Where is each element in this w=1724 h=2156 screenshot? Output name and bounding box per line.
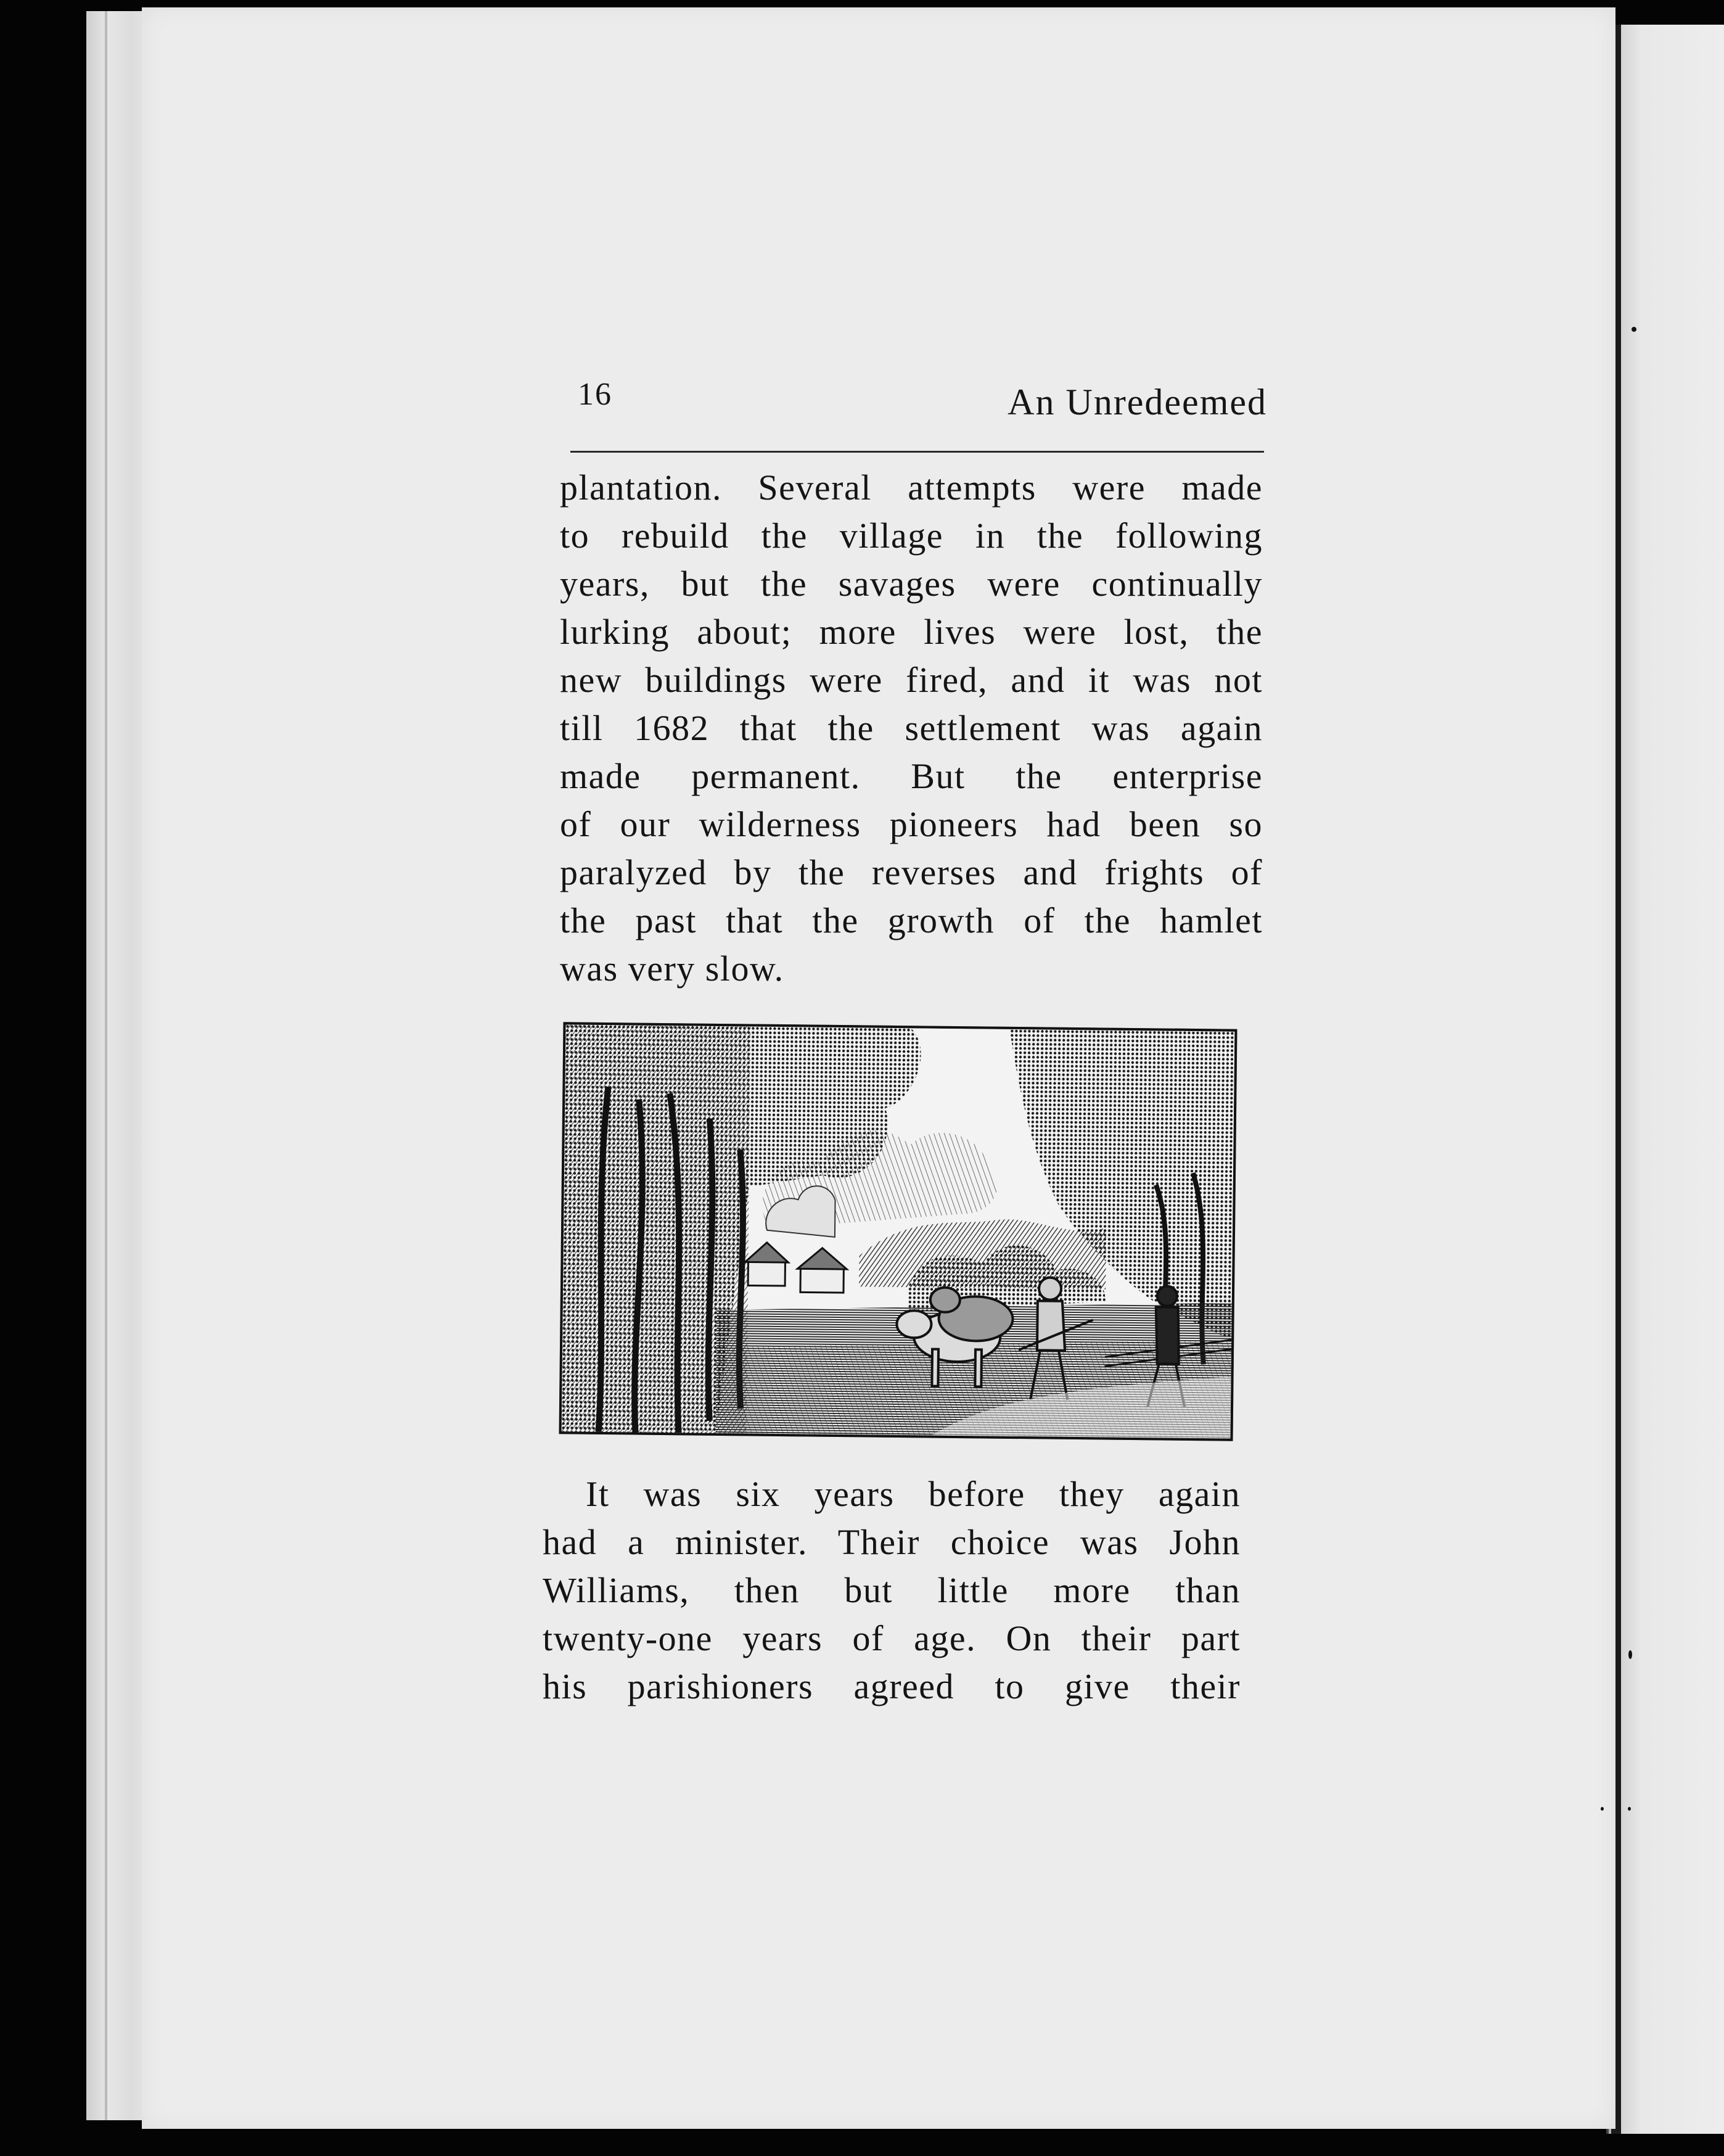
scan-speck (1632, 327, 1636, 332)
text-line: made permanent. But the enterprise (560, 756, 1263, 796)
scan-speck (1628, 1807, 1631, 1811)
text-line: had a minister. Their choice was John (543, 1522, 1241, 1562)
text-line: plantation. Several attempts were made (560, 467, 1263, 508)
page-number: 16 (578, 377, 612, 412)
text-line: till 1682 that the settlement was again (560, 708, 1263, 748)
text-line: lurking about; more lives were lost, the (560, 612, 1263, 652)
text-line: of our wilderness pioneers had been so (560, 804, 1263, 844)
header-rule (570, 451, 1264, 453)
running-title: An Unredeemed (1008, 382, 1267, 422)
scan-speck (1628, 1650, 1632, 1659)
scan-speck (1601, 1807, 1604, 1811)
text-line-last: was very slow. (560, 948, 784, 989)
text-line: years, but the savages were continually (560, 564, 1263, 604)
text-line: to rebuild the village in the following (560, 516, 1263, 556)
text-line: paralyzed by the reverses and frights of (560, 852, 1263, 892)
paragraph-2 (543, 1470, 1241, 1711)
text-line: twenty-one years of age. On their part (543, 1618, 1241, 1658)
text-line-indented: It was six years before they again (586, 1474, 1241, 1514)
text-line: his parishioners agreed to give their (543, 1666, 1241, 1706)
woodcut-plowing-scene-icon (562, 1024, 1235, 1438)
text-line: Williams, then but little more than (543, 1570, 1241, 1610)
running-head (570, 364, 1267, 432)
woodcut-illustration (559, 1022, 1238, 1441)
facing-page-edge (1606, 25, 1724, 2134)
text-line: new buildings were fired, and it was not (560, 660, 1263, 700)
text-line: the past that the growth of the hamlet (560, 900, 1263, 940)
paragraph-1 (560, 464, 1263, 993)
